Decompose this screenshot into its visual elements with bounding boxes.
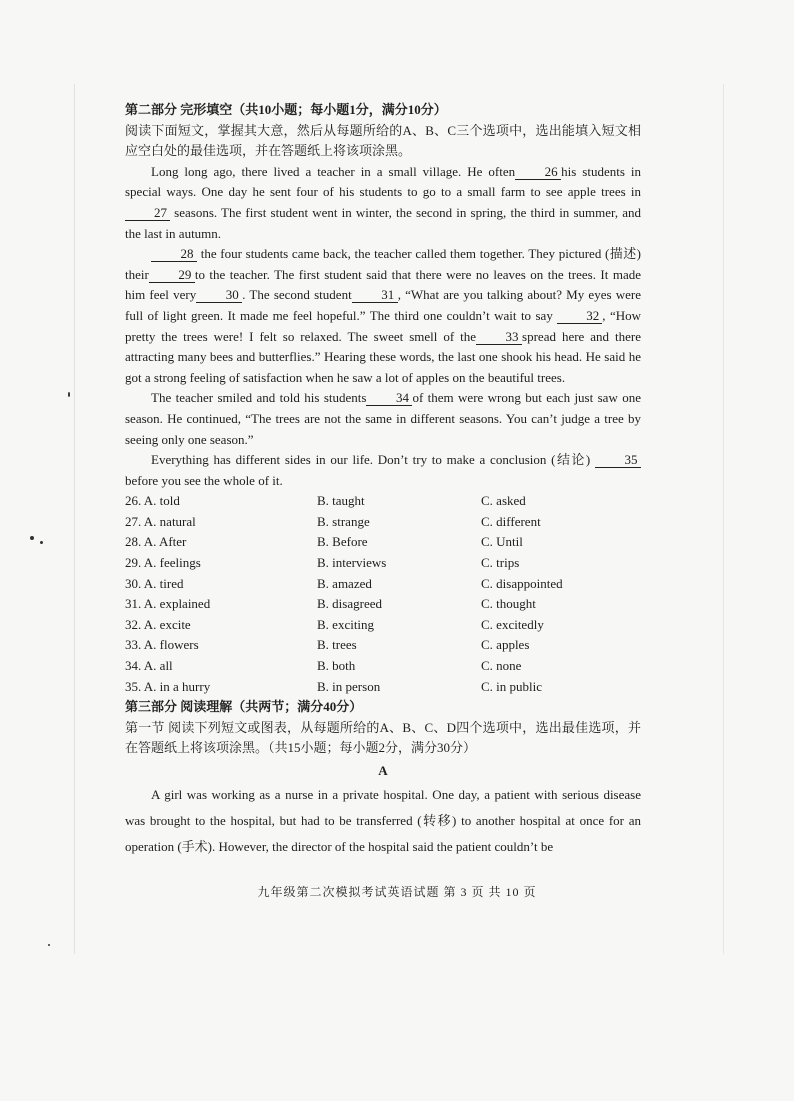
blank-32: 32 [557,308,602,324]
passage-text: Long long ago, there lived a teacher in a small village. He often [151,163,516,179]
option-row-32 [125,615,641,636]
option-b: B. trees [317,637,357,653]
part2-heading: 第二部分 完形填空（共10小题；每小题1分，满分10分） [125,102,447,117]
option-row-35 [125,677,641,698]
option-row-27 [125,512,641,533]
option-c: C. asked [481,493,526,509]
blank-29: 29 [149,267,195,283]
passage-paragraph [125,388,641,450]
passage-paragraph [125,244,641,388]
option-a: 27. A. natural [125,513,196,529]
options-list [125,491,641,697]
passage-text: , “How pretty the trees were! I felt so relaxed. The sweet smell of the [125,307,642,344]
option-a: 26. A. told [125,493,180,509]
part3-section1-instruction: 第一节 阅读下列短文或图表，从每题所给的A、B、C、D四个选项中，选出最佳选项，并在答题纸上将该项涂黑。（共15小题；每小题2分，满分30分） [125,719,641,756]
option-c: C. excitedly [481,616,544,632]
option-c: C. in public [481,678,543,694]
passage-text: seasons. The first student went in winter, the second in spring, the third in summer, and the last in autumn. [125,204,642,241]
blank-30: 30 [196,287,242,303]
option-c: C. thought [481,596,536,612]
option-row-34 [125,656,641,677]
passage-paragraph [125,450,641,491]
option-b: B. disagreed [317,596,382,612]
blank-26: 26 [515,164,561,180]
part3-heading: 第三部分 阅读理解（共两节；满分40分） [125,699,363,715]
option-c: C. different [481,513,541,529]
passage-text: , “What are you talking about? My eyes were full of light green. It made me feel hopeful.” The third one couldn’t wait to say [125,287,641,323]
option-a: 31. A. explained [125,596,211,612]
option-c: C. Until [481,534,523,550]
passage-text: before you see the whole of it. [125,472,283,488]
passage-text: The teacher smiled and told his students [151,390,367,406]
option-a: 28. A. After [125,534,187,550]
option-row-33 [125,635,641,656]
passage-text: . The second student [242,287,352,303]
option-b: B. interviews [317,555,387,571]
option-c: C. trips [481,555,520,571]
option-a: 30. A. tired [125,575,184,591]
blank-33: 33 [476,329,522,345]
option-b: B. exciting [317,616,375,632]
passage-text: of them were wrong but each just saw one season. He continued, “The trees are not the same in different seasons. You can’t judge a tree by seeing only one season.” [125,390,641,447]
exam-content [125,100,641,860]
blank-35: 35 [595,452,641,468]
option-c: C. disappointed [481,575,563,591]
part2-instruction: 阅读下面短文，掌握其大意，然后从每题所给的A、B、C三个选项中，选出能填入短文相应空白处的最佳选项，并在答题纸上将该项涂黑。 [125,122,641,159]
passage-text: spread here and there attracting many bees and butterflies.” Hearing these words, the last one shook his head. He said he got a strong feeling of satisfaction when he saw a lot of apples on the beautiful trees. [125,328,641,385]
blank-34: 34 [366,390,412,406]
option-b: B. amazed [317,575,372,591]
option-row-26 [125,491,641,512]
blank-27: 27 [125,205,170,221]
option-a: 32. A. excite [125,616,191,632]
passage-paragraph [125,162,641,244]
option-b: B. both [317,658,356,674]
option-row-29 [125,553,641,574]
option-b: B. strange [317,513,370,529]
option-a: 29. A. feelings [125,555,201,571]
scan-speck [68,392,70,397]
passage-text: to the teacher. The first student said that there were no leaves on the trees. It made him feel very [125,266,641,303]
page-footer: 九年级第二次模拟考试英语试题 第 3 页 共 10 页 [257,885,537,899]
option-c: C. none [481,658,522,674]
scan-speck [30,536,34,540]
option-a: 34. A. all [125,658,173,674]
option-a: 35. A. in a hurry [125,678,211,694]
option-b: B. taught [317,493,365,509]
option-a: 33. A. flowers [125,637,199,653]
scan-speck [40,541,43,544]
passage-label: A [378,763,388,778]
passage-text: his students in special ways. One day he sent four of his students to go to a small farm to see apple trees in [125,163,641,200]
option-row-30 [125,574,641,595]
option-b: B. in person [317,678,381,694]
passage-text: Everything has different sides in our life. Don’t try to make a conclusion (结论) [151,452,591,468]
option-row-31 [125,594,641,615]
option-c: C. apples [481,637,530,653]
reading-passage-a: A girl was working as a nurse in a private hospital. One day, a patient with serious disease was brought to the hospital, but had to be transferred (转移) to another hospital at once for an operation (手术). However, the director of the hospital said the patient couldn’t be [125,786,641,854]
blank-28: 28 [151,246,197,262]
scan-speck [48,944,50,946]
blank-31: 31 [352,287,398,303]
option-b: B. Before [317,534,368,550]
passage-text: the four students came back, the teacher called them together. They pictured (描述) their [125,246,642,282]
option-row-28 [125,532,641,553]
